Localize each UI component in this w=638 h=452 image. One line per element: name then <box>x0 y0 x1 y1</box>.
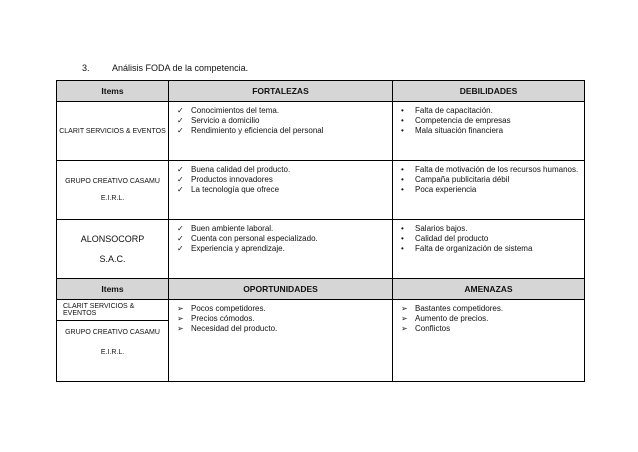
amenazas-list <box>393 300 584 338</box>
bullet-icon: • <box>401 126 404 135</box>
list-item: ➢ Aumento de precios. <box>401 314 489 323</box>
section-title: Análisis FODA de la competencia. <box>112 63 249 73</box>
table-row <box>57 300 585 382</box>
debilidades-cell <box>393 161 585 220</box>
check-icon: ✓ <box>177 244 184 253</box>
check-icon: ✓ <box>177 165 184 174</box>
list-item: ✓ Experiencia y aprendizaje. <box>177 244 285 253</box>
table-row <box>57 102 585 161</box>
arrow-icon: ➢ <box>401 314 408 323</box>
list-item: ✓ Cuenta con personal especializado. <box>177 234 318 243</box>
list-item: • Poca experiencia <box>401 185 477 194</box>
list-item: • Mala situación financiera <box>401 126 504 135</box>
list-item: ✓ Rendimiento y eficiencia del personal <box>177 126 324 135</box>
fortalezas-cell <box>169 161 393 220</box>
section-heading <box>82 63 248 73</box>
section-number: 3. <box>82 63 90 73</box>
debilidades-cell <box>393 102 585 161</box>
company-name: ALONSOCORP <box>80 234 145 244</box>
check-icon: ✓ <box>177 106 184 115</box>
list-item: • Falta de organización de sistema <box>401 244 533 253</box>
header-oportunidades: OPORTUNIDADES <box>169 279 393 300</box>
check-icon: ✓ <box>177 126 184 135</box>
oportunidades-cell <box>169 300 393 382</box>
company-name: GRUPO CREATIVO CASAMU <box>65 178 160 185</box>
arrow-icon: ➢ <box>401 304 408 313</box>
header-debilidades: DEBILIDADES <box>393 81 585 102</box>
company-suffix: E.I.R.L. <box>100 195 125 202</box>
company-cell-b <box>57 321 168 381</box>
table-row <box>57 161 585 220</box>
list-item: ➢ Conflictos <box>401 324 451 333</box>
list-item: ✓ La tecnología que ofrece <box>177 185 280 194</box>
check-icon: ✓ <box>177 116 184 125</box>
bullet-icon: • <box>401 106 404 115</box>
company-name: GRUPO CREATIVO CASAMU <box>65 329 160 336</box>
bullet-icon: • <box>401 224 404 233</box>
arrow-icon: ➢ <box>177 324 184 333</box>
debilidades-list <box>393 102 584 140</box>
list-item: ✓ Servicio a domicilio <box>177 116 260 125</box>
debilidades-cell <box>393 220 585 279</box>
fortalezas-cell <box>169 102 393 161</box>
company-name: CLARIT SERVICIOS & EVENTOS <box>57 300 168 321</box>
header-row-2 <box>57 279 585 300</box>
list-item: • Calidad del producto <box>401 234 489 243</box>
list-item: • Salarios bajos. <box>401 224 468 233</box>
bullet-icon: • <box>401 116 404 125</box>
company-suffix: S.A.C. <box>99 254 126 264</box>
bullet-icon: • <box>401 185 404 194</box>
bullet-icon: • <box>401 244 404 253</box>
bullet-icon: • <box>401 234 404 243</box>
list-item: • Competencia de empresas <box>401 116 511 125</box>
table-row <box>57 220 585 279</box>
company-cell <box>57 220 169 279</box>
check-icon: ✓ <box>177 224 184 233</box>
header-items: Items <box>57 81 169 102</box>
header-amenazas: AMENAZAS <box>393 279 585 300</box>
debilidades-list <box>393 161 584 199</box>
header-items: Items <box>57 279 169 300</box>
company-cell <box>57 300 169 382</box>
list-item: • Falta de capacitación. <box>401 106 493 115</box>
list-item: ➢ Necesidad del producto. <box>177 324 278 333</box>
list-item: ➢ Bastantes competidores. <box>401 304 504 313</box>
list-item: ✓ Productos innovadores <box>177 175 273 184</box>
list-item: • Falta de motivación de los recursos humanos. <box>401 165 579 174</box>
list-item: ➢ Pocos competidores. <box>177 304 266 313</box>
fortalezas-cell <box>169 220 393 279</box>
arrow-icon: ➢ <box>177 304 184 313</box>
company-cell <box>57 161 169 220</box>
company-name: CLARIT SERVICIOS & EVENTOS <box>59 127 166 135</box>
bullet-icon: • <box>401 175 404 184</box>
header-row-1 <box>57 81 585 102</box>
list-item: ✓ Buen ambiente laboral. <box>177 224 274 233</box>
company-cell <box>57 102 169 161</box>
arrow-icon: ➢ <box>401 324 408 333</box>
fortalezas-list <box>169 161 392 199</box>
amenazas-cell <box>393 300 585 382</box>
debilidades-list <box>393 220 584 258</box>
fortalezas-list <box>169 102 392 140</box>
arrow-icon: ➢ <box>177 314 184 323</box>
bullet-icon: • <box>401 165 404 174</box>
list-item: ✓ Conocimientos del tema. <box>177 106 280 115</box>
header-fortalezas: FORTALEZAS <box>169 81 393 102</box>
fortalezas-list <box>169 220 392 258</box>
foda-table <box>56 80 585 382</box>
check-icon: ✓ <box>177 185 184 194</box>
list-item: ➢ Precios cómodos. <box>177 314 255 323</box>
check-icon: ✓ <box>177 175 184 184</box>
list-item: ✓ Buena calidad del producto. <box>177 165 291 174</box>
oportunidades-list <box>169 300 392 338</box>
company-suffix: E.I.R.L. <box>100 349 125 356</box>
list-item: • Campaña publicitaria débil <box>401 175 510 184</box>
check-icon: ✓ <box>177 234 184 243</box>
